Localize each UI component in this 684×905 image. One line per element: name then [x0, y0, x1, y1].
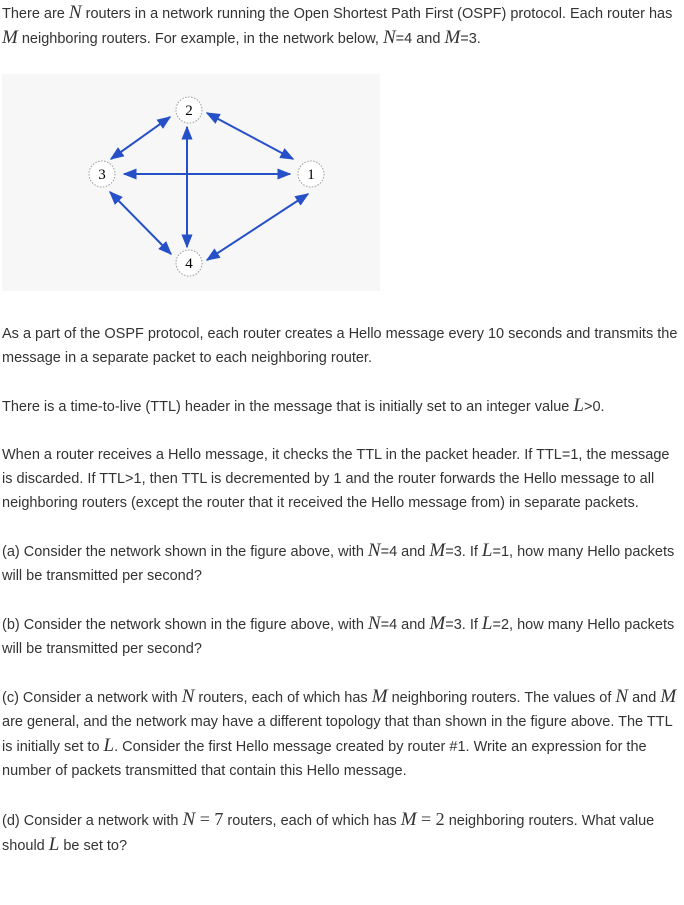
var-l: L	[573, 395, 584, 416]
node-1	[298, 161, 324, 187]
svg-text:2: 2	[185, 103, 193, 119]
question-b: (b) Consider the network shown in the figure above, with N=4 and M=3. If L=2, how many Hello packets will be transmitted per second?	[2, 613, 675, 657]
intro-paragraph: There are N routers in a network running the Open Shortest Path First (OSPF) protocol. Each router has M neighboring routers. For example, in the network below, N=4 and M=3.	[2, 2, 673, 48]
var-m: M	[371, 686, 388, 707]
svg-text:4: 4	[185, 256, 193, 272]
eq-n-value: = 7	[195, 809, 224, 829]
node-2	[176, 97, 202, 123]
var-n: N	[367, 540, 381, 561]
question-a: (a) Consider the network shown in the figure above, with N=4 and M=3. If L=1, how many Hello packets will be transmitted per second?	[2, 540, 675, 584]
node-4	[176, 250, 202, 276]
receive-paragraph: When a router receives a Hello message, it checks the TTL in the packet header. If TTL=1, the message is discarded. If TTL>1, then TTL is decremented by 1 and the router forwards the Hello message to all neighboring routers (except the router that it received the Hello message from) in separate packets.	[2, 447, 670, 511]
var-l: L	[48, 834, 60, 855]
var-m: M	[429, 540, 446, 561]
var-n: N	[68, 2, 82, 23]
hello-paragraph: As a part of the OSPF protocol, each router creates a Hello message every 10 seconds and transmits the message in a separate packet to each neighboring router.	[2, 326, 678, 366]
edge-3-4	[110, 192, 171, 254]
var-m: M	[444, 27, 461, 48]
edge-4-1	[207, 194, 308, 260]
var-m: M	[429, 613, 446, 634]
var-m: M	[400, 809, 417, 830]
svg-text:3: 3	[98, 167, 106, 183]
var-l: L	[481, 540, 493, 561]
svg-text:1: 1	[307, 167, 315, 183]
edge-2-1	[207, 113, 293, 159]
network-diagram	[2, 74, 380, 291]
var-n: N	[367, 613, 381, 634]
var-l: L	[103, 735, 115, 756]
var-m: M	[660, 686, 677, 707]
var-m: M	[2, 27, 18, 48]
ttl-paragraph: There is a time-to-live (TTL) header in the message that is initially set to an integer value L>0.	[2, 395, 605, 416]
edge-3-2	[111, 117, 170, 159]
var-n: N	[615, 686, 629, 707]
network-figure	[2, 74, 380, 291]
var-n: N	[182, 809, 196, 830]
var-l: L	[481, 613, 493, 634]
question-d: (d) Consider a network with N = 7 routers, each of which has M = 2 neighboring routers. What value should L be set to?	[2, 809, 655, 855]
var-n: N	[382, 27, 396, 48]
eq-m-value: = 2	[416, 809, 445, 829]
question-c: (c) Consider a network with N routers, each of which has M neighboring routers. The values of N and M are general, and the network may have a different topology that than shown in the figure above. The TTL is initially set to L. Consider the first Hello message created by router #1. Write an expression for the number of packets transmitted that contain this Hello message.	[2, 686, 677, 779]
node-3	[89, 161, 115, 187]
var-n: N	[181, 686, 195, 707]
